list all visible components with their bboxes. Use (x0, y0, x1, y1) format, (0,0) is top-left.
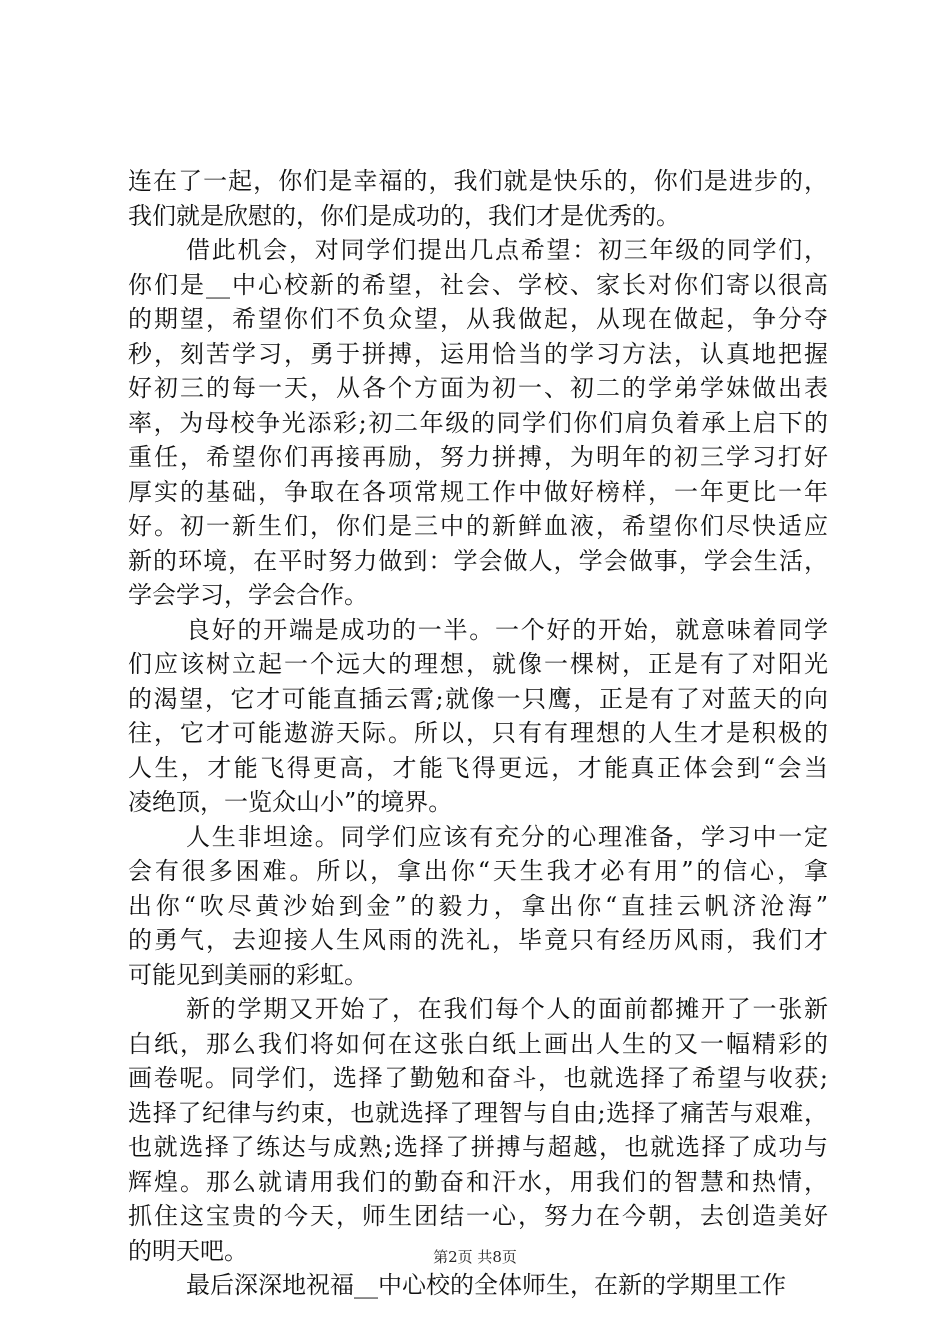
text-line: 可能见到美丽的彩虹。 (128, 960, 368, 989)
text-line: 好。初一新生们，你们是三中的新鲜血液，希望你们尽快适应 (128, 512, 828, 540)
text-line: 辉煌。那么就请用我们的勤奋和汗水，用我们的智慧和热情， (128, 1167, 828, 1196)
paragraph-first-line: 新的学期又开始了，在我们每个人的面前都摊开了一张新 (186, 995, 828, 1023)
text-line: 厚实的基础，争取在各项常规工作中做好榜样，一年更比一年 (128, 477, 828, 506)
text-line: 我们就是欣慰的，你们是成功的，我们才是优秀的。 (128, 201, 680, 230)
text-line: 的明天吧。 (128, 1236, 248, 1265)
text-line: 选择了纪律与约束，也就选择了理智与自由;选择了痛苦与艰难， (128, 1098, 828, 1127)
text-line: 往，它才可能遨游天际。所以，只有有理想的人生才是积极的 (128, 719, 828, 747)
text-line: 们应该树立起一个远大的理想，就像一棵树，正是有了对阳光 (128, 650, 828, 678)
text-line: 率，为母校争光添彩;初二年级的同学们你们肩负着承上启下的 (128, 408, 828, 437)
text-line: 抓住这宝贵的今天，师生团结一心，努力在今朝，去创造美好 (128, 1202, 828, 1230)
text-line: 凌绝顶，一览众山小”的境界。 (128, 788, 453, 816)
text-line: 你们是__中心校新的希望，社会、学校、家长对你们寄以很高 (128, 270, 828, 299)
text-line: 新的环境，在平时努力做到：学会做人，学会做事，学会生活， (128, 546, 828, 575)
text-line: 白纸，那么我们将如何在这张白纸上画出人生的又一幅精彩的 (128, 1029, 828, 1058)
paragraph-first-line: 良好的开端是成功的一半。一个好的开始，就意味着同学 (186, 615, 828, 644)
paragraph-first-line: 人生非坦途。同学们应该有充分的心理准备，学习中一定 (186, 822, 828, 851)
text-line: 的勇气，去迎接人生风雨的洗礼，毕竟只有经历风雨，我们才 (128, 926, 828, 954)
text-line: 的渴望，它才可能直插云霄;就像一只鹰，正是有了对蓝天的向 (128, 684, 828, 713)
page-number-footer: 第2页 共8页 (433, 1248, 517, 1266)
text-line: 重任，希望你们再接再励，努力拼搏，为明年的初三学习打好 (128, 443, 828, 471)
text-line: 人生，才能飞得更高，才能飞得更远，才能真正体会到“会当 (128, 753, 828, 782)
text-line: 出你“吹尽黄沙始到金”的毅力，拿出你“直挂云帆济沧海” (128, 891, 828, 920)
text-line: 画卷呢。同学们，选择了勤勉和奋斗，也就选择了希望与收获; (128, 1064, 828, 1092)
text-line: 的期望，希望你们不负众望，从我做起，从现在做起，争分夺 (128, 305, 828, 333)
speech-body (128, 164, 828, 1303)
paragraph-first-line: 最后深深地祝福__中心校的全体师生，在新的学期里工作 (186, 1271, 786, 1299)
text-line: 也就选择了练达与成熟;选择了拼搏与超越，也就选择了成功与 (128, 1133, 828, 1161)
text-line: 学会学习，学会合作。 (128, 581, 368, 609)
paragraph-first-line: 借此机会，对同学们提出几点希望：初三年级的同学们， (186, 236, 828, 264)
text-line: 秒，刻苦学习，勇于拼搏，运用恰当的学习方法，认真地把握 (128, 339, 828, 368)
text-line: 会有很多困难。所以，拿出你“天生我才必有用”的信心，拿 (128, 857, 828, 885)
text-line: 好初三的每一天，从各个方面为初一、初二的学弟学妹做出表 (128, 374, 828, 402)
text-line: 连在了一起，你们是幸福的，我们就是快乐的，你们是进步的， (128, 167, 828, 195)
